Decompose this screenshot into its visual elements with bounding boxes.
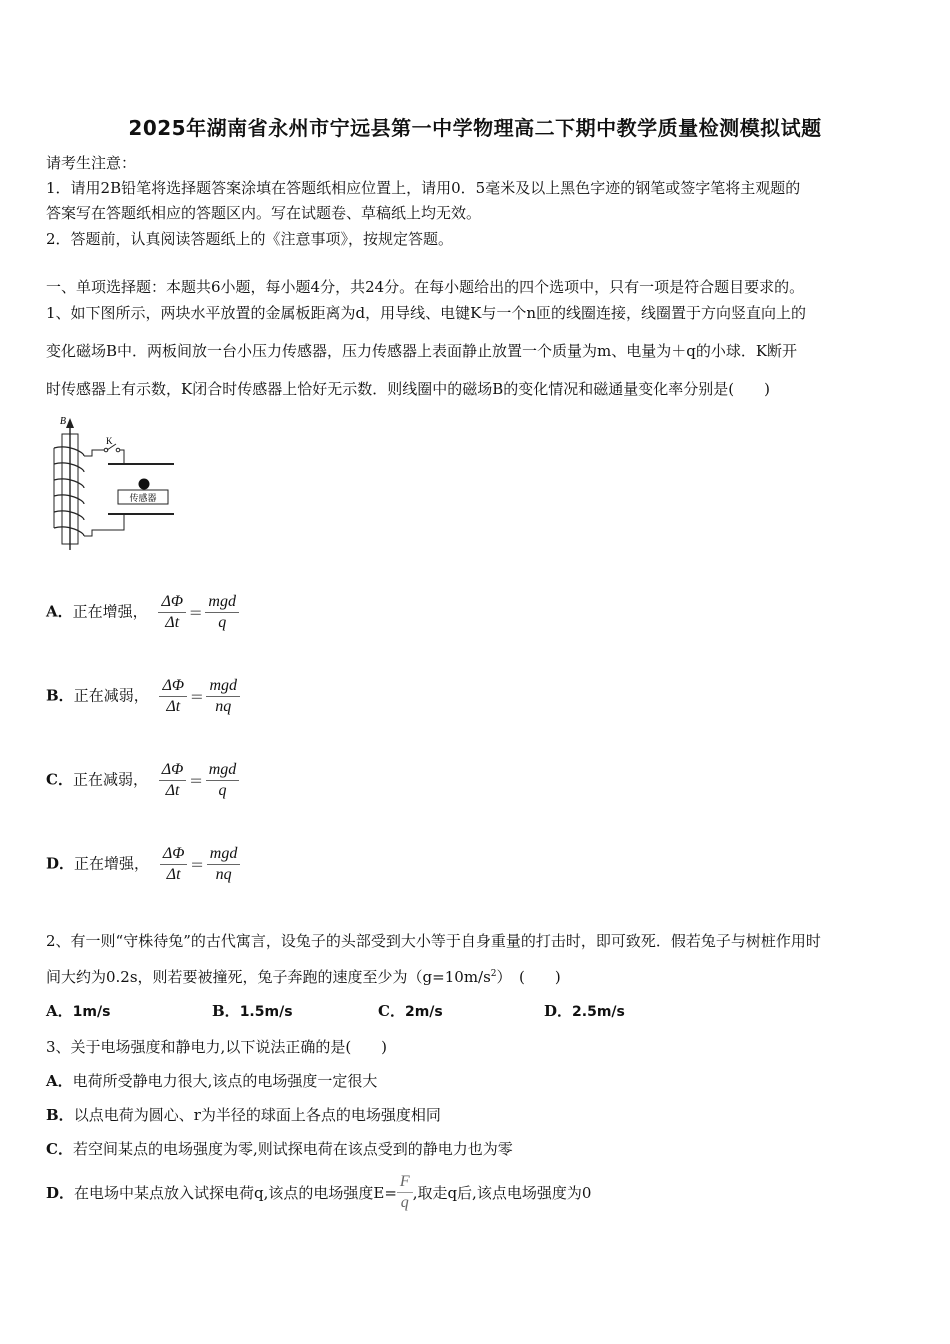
question-2-option-a[interactable]: A．1m/s <box>46 1002 111 1020</box>
question-3-option-d[interactable]: D．在电场中某点放入试探电荷q,该点的电场强度E= $\frac{F}{q}$ ,取走q后,该点电场强度为0 <box>46 1173 592 1211</box>
question-1-option-d[interactable]: D．正在增强， $\frac{\Delta\Phi}{\Delta t}$ = $\frac{\text{mgd}}{nq}$ <box>46 844 240 885</box>
question-3-option-c[interactable]: C．若空间某点的电场强度为零,则试探电荷在该点受到的静电力也为零 <box>46 1140 513 1158</box>
circuit-diagram <box>44 414 184 554</box>
sensor-label: 传感器 <box>129 494 157 504</box>
question-3-stem: 3、关于电场强度和静电力,以下说法正确的是( ) <box>46 1038 388 1056</box>
question-2-option-b[interactable]: B．1.5m/s <box>212 1002 293 1020</box>
question-2-option-c[interactable]: C．2m/s <box>378 1002 443 1020</box>
question-1-line-2: 变化磁场B中．两板间放一台小压力传感器，压力传感器上表面静止放置一个质量为m、电量为＋q的小球．K断开 <box>46 342 798 360</box>
question-1-option-a[interactable]: A．正在增强， $\frac{\Delta\Phi}{\Delta t}$ = $\frac{\text{mgd}}{q}$ <box>46 592 239 633</box>
notice-item-1b: 答案写在答题纸相应的答题区内。写在试题卷、草稿纸上均无效。 <box>46 204 482 222</box>
wire-bottom <box>84 514 124 536</box>
section-1-heading: 一、单项选择题：本题共6小题，每小题4分，共24分。在每小题给出的四个选项中，只有一项是符合题目要求的。 <box>46 278 805 296</box>
question-3-option-b[interactable]: B．以点电荷为圆心、r为半径的球面上各点的电场强度相同 <box>46 1106 441 1124</box>
wire-top <box>84 450 104 456</box>
question-1-option-b[interactable]: B．正在减弱， $\frac{\Delta\Phi}{\Delta t}$ = $\frac{\text{mgd}}{nq}$ <box>46 676 240 717</box>
question-2-line-1: 2、有一则“守株待兔”的古代寓言，设兔子的头部受到大小等于自身重量的打击时，即可致死．假若兔子与树桩作用时 <box>46 932 821 950</box>
question-3-option-a[interactable]: A．电荷所受静电力很大,该点的电场强度一定很大 <box>46 1072 378 1090</box>
wire-to-top-plate <box>120 450 174 464</box>
question-1-line-3: 时传感器上有示数，K闭合时传感器上恰好无示数．则线圈中的磁场B的变化情况和磁通量变化率分别是( ) <box>46 380 770 398</box>
field-arrow <box>66 418 74 428</box>
page-title: 2025年湖南省永州市宁远县第一中学物理高二下期中教学质量检测模拟试题 <box>128 116 822 140</box>
question-1-line-1: 1、如下图所示，两块水平放置的金属板距离为d，用导线、电键K与一个n匝的线圈连接，线圈置于方向竖直向上的 <box>46 304 807 322</box>
label-b: B <box>59 416 66 427</box>
label-k: K <box>106 436 113 446</box>
charged-ball <box>139 479 150 490</box>
switch-contact-2 <box>116 448 120 452</box>
coil-windings <box>54 447 84 536</box>
question-1-option-c[interactable]: C．正在减弱， $\frac{\Delta\Phi}{\Delta t}$ = $\frac{\text{mgd}}{q}$ <box>46 760 239 801</box>
question-2-line-2: 间大约为0.2s，则若要被撞死，兔子奔跑的速度至少为$(g=10m/s^2)$ ( ) <box>46 968 561 986</box>
notice-item-2: 2．答题前，认真阅读答题纸上的《注意事项》，按规定答题。 <box>46 230 454 248</box>
notice-heading: 请考生注意： <box>46 154 137 172</box>
notice-item-1a: 1．请用2B铅笔将选择题答案涂填在答题纸相应位置上，请用0．5毫米及以上黑色字迹的钢笔或签字笔将主观题的 <box>46 179 801 197</box>
question-2-option-d[interactable]: D．2.5m/s <box>544 1002 625 1020</box>
